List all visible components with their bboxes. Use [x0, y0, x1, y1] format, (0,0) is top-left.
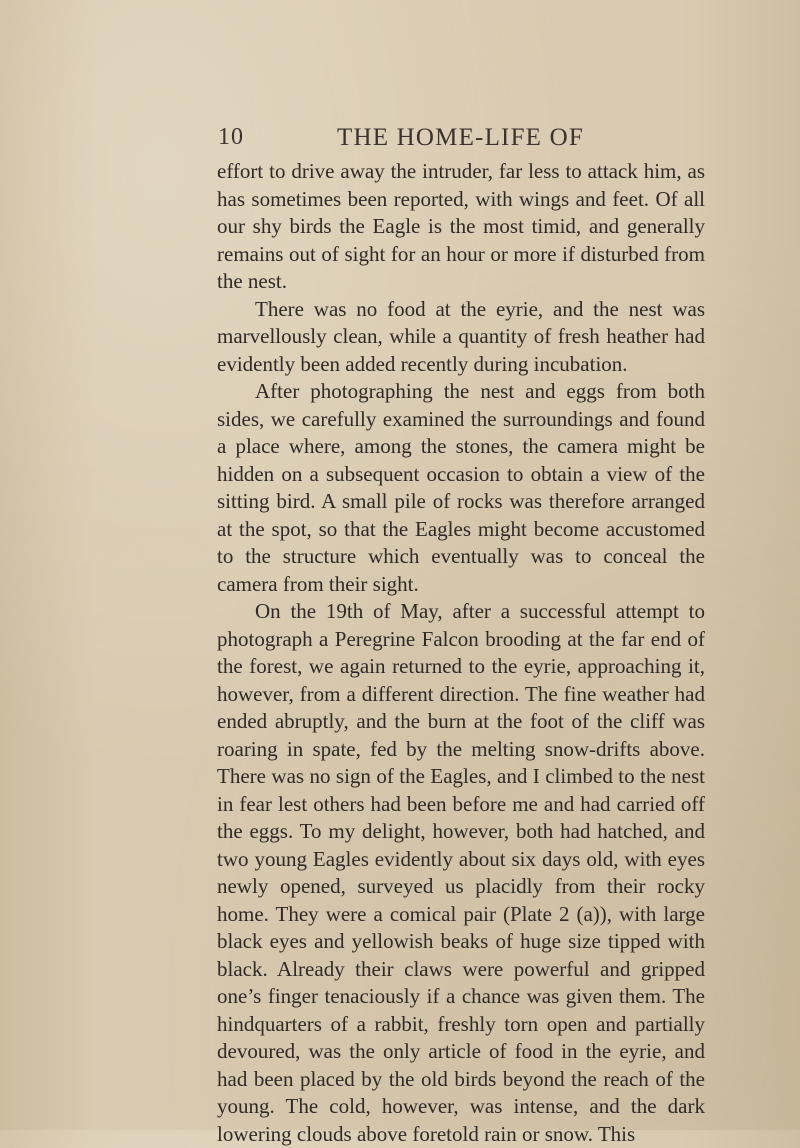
paragraph-2: There was no food at the eyrie, and the nest was marvellously clean, while a quantity of fresh heather had evidently been added recently during incubation. [217, 296, 705, 376]
paragraph-4: On the 19th of May, after a successful attempt to photograph a Peregrine Falcon brooding at the far end of the forest, we again returned to the eyrie, approaching it, however, from a different direction. The fine weather had ended abruptly, and the burn at the foot of the cliff was roaring in spate, fed by the melting snow-drifts above. There was no sign of the Eagles, and I climbed to the nest in fear lest others had been before me and had carried off the eggs. To my delight, however, both had hatched, and two young Eagles evidently about six days old, with eyes newly opened, surveyed us placidly from their rocky home. They were a comical pair (Plate 2 (a)), with large black eyes and yellowish beaks of huge size tipped with black. Already their claws were powerful and gripped one’s finger tenaciously if a chance was given them. The hindquarters of a rabbit, freshly torn open and partially devoured, was the only article of food in the eyrie, and had been placed by the old birds beyond the reach of the young. The cold, however, was intense, and the dark lowering clouds above foretold rain or snow. This [217, 599, 705, 1146]
body-text [217, 158, 705, 1148]
paragraph-3: After photographing the nest and eggs from both sides, we carefully examined the surroundings and found a place where, among the stones, the camera might be hidden on a subsequent occasion to obtain a view of the sitting bird. A small pile of rocks was therefore arranged at the spot, so that the Eagles might become accustomed to the structure which eventually was to conceal the camera from their sight. [217, 379, 705, 596]
page-number: 10 [218, 124, 244, 150]
running-head [218, 124, 704, 154]
paragraph-1: effort to drive away the intruder, far less to attack him, as has sometimes been reported, with wings and feet. Of all our shy birds the Eagle is the most timid, and generally remains out of sight for an hour or more if disturbed from the nest. [217, 159, 705, 293]
running-title: THE HOME-LIFE OF [337, 124, 584, 151]
